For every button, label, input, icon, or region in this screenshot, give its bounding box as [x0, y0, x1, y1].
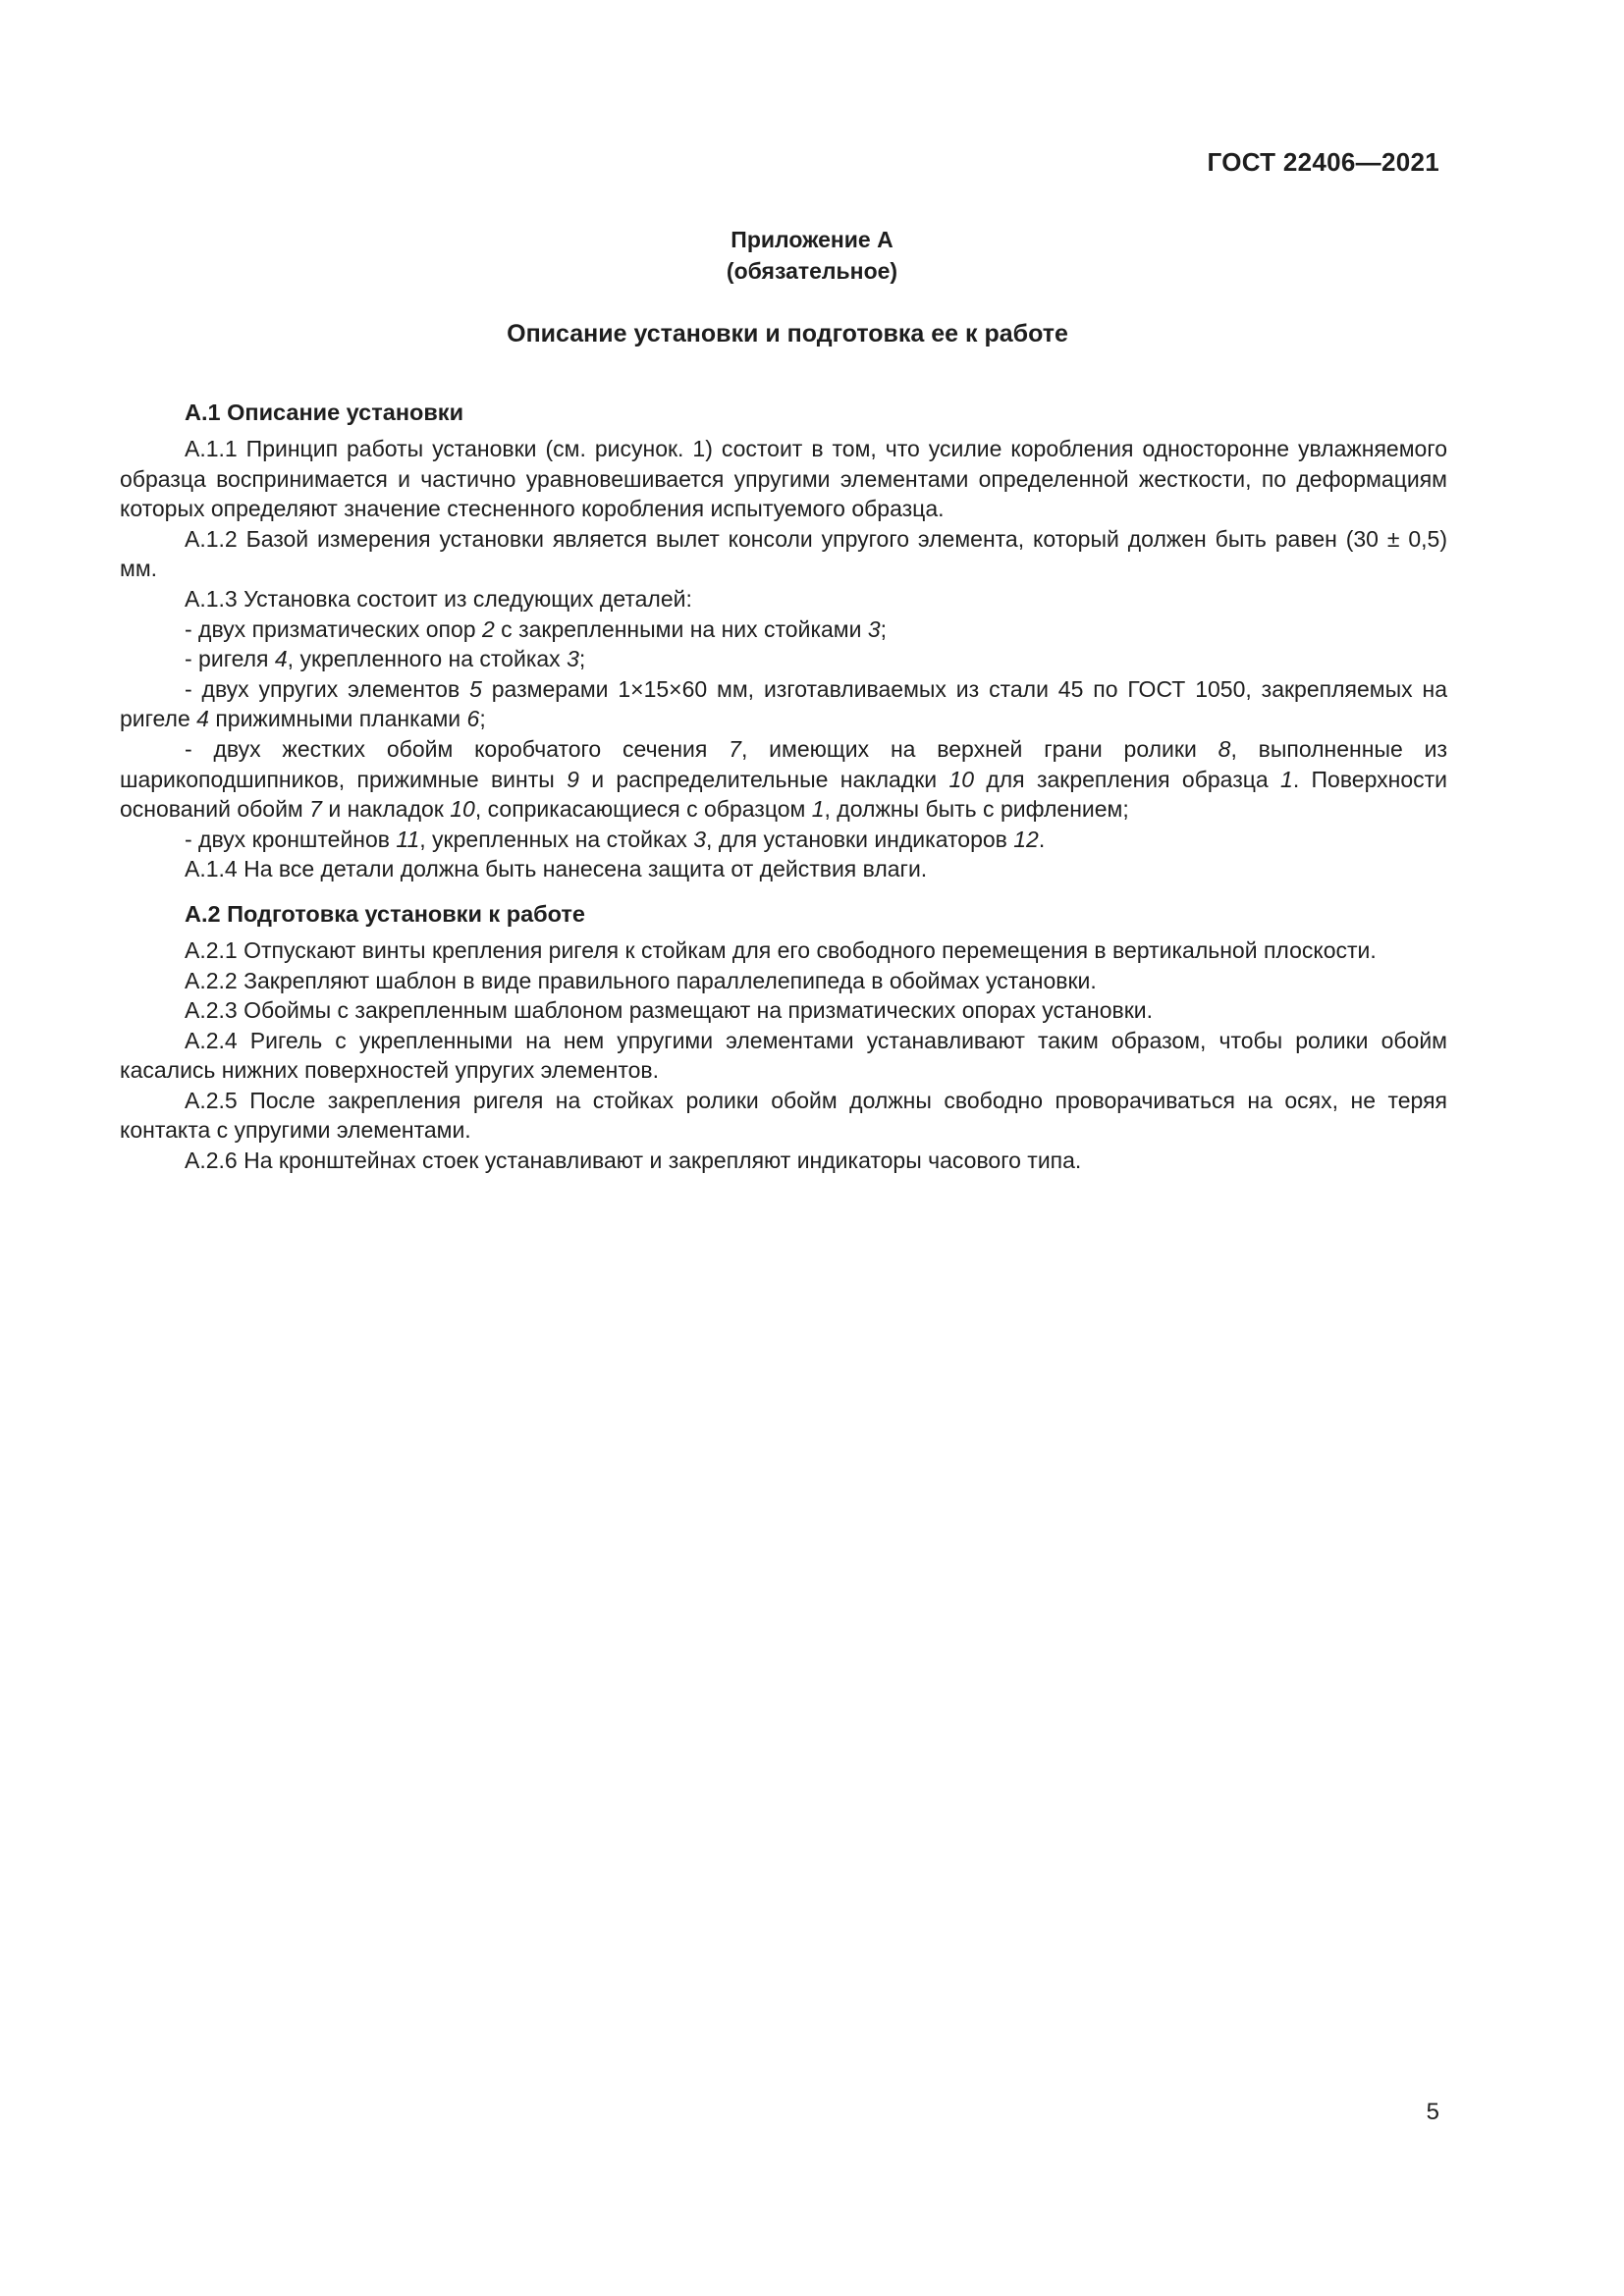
- paragraph-a-2-3: А.2.3 Обоймы с закрепленным шаблоном размещают на призматических опорах установки.: [185, 997, 1154, 1024]
- paragraph-a-2-5: А.2.5 После закрепления ригеля на стойках ролики обойм должны свободно проворачиваться на осях, не теряя контакта с упругими элементами.: [120, 1087, 1447, 1144]
- annex-heading: [0, 224, 1624, 287]
- list-item-brackets: - двух кронштейнов 11, укрепленных на стойках 3, для установки индикаторов 12.: [185, 826, 1046, 852]
- paragraph-a-1-1: А.1.1 Принцип работы установки (см. рисунок. 1) состоит в том, что усилие коробления односторонне увлажняемого образца воспринимается и частично уравновешивается упругими элементами определенной жесткости, по деформациям которых определяют значение стесненного коробления испытуемого образца.: [120, 436, 1447, 522]
- section-heading-a1: А.1 Описание установки: [185, 400, 464, 425]
- paragraph-a-2-4: А.2.4 Ригель с укрепленными на нем упругими элементами устанавливают таким образом, чтобы ролики обойм касались нижних поверхностей упругих элементов.: [120, 1027, 1447, 1084]
- page-number: 5: [1426, 2099, 1439, 2125]
- annex-title: Приложение А: [731, 227, 893, 252]
- paragraph-a-2-1: А.2.1 Отпускают винты крепления ригеля к стойкам для его свободного перемещения в вертикальной плоскости.: [185, 936, 1377, 963]
- paragraph-a-1-3: А.1.3 Установка состоит из следующих деталей:: [185, 585, 692, 612]
- paragraph-a-2-2: А.2.2 Закрепляют шаблон в виде правильного параллелепипеда в обоймах установки.: [185, 967, 1097, 993]
- list-item-supports: - двух призматических опор 2 с закрепленными на них стойками 3;: [185, 615, 888, 642]
- paragraph-a-1-4: А.1.4 На все детали должна быть нанесена защита от действия влаги.: [185, 856, 928, 882]
- document-body: [120, 397, 1447, 1176]
- list-item-crossbar: - ригеля 4, укрепленного на стойках 3;: [185, 646, 586, 672]
- list-item-holders: - двух жестких обойм коробчатого сечения 7, имеющих на верхней грани ролики 8, выполненные из шарикоподшипников, прижимные винты 9 и распределительные накладки 10 для закрепления образца 1. Поверхности оснований обойм 7 и накладок 10, соприкасающиеся с образцом 1, должны быть с рифлением;: [120, 735, 1448, 823]
- page-title: Описание установки и подготовка ее к работе: [507, 320, 1068, 347]
- paragraph-a-1-2: А.1.2 Базой измерения установки является вылет консоли упругого элемента, который должен быть равен (30 ± 0,5) мм.: [120, 525, 1447, 582]
- list-item-elastic-elements: - двух упругих элементов 5 размерами 1×15×60 мм, изготавливаемых из стали 45 по ГОСТ 1050, закрепляемых на ригеле 4 прижимными планками 6;: [120, 675, 1447, 732]
- section-heading-a2: А.2 Подготовка установки к работе: [185, 900, 586, 927]
- paragraph-a-2-6: А.2.6 На кронштейнах стоек устанавливают и закрепляют индикаторы часового типа.: [185, 1148, 1082, 1174]
- document-code: ГОСТ 22406—2021: [1207, 147, 1439, 177]
- annex-status: (обязательное): [726, 258, 898, 284]
